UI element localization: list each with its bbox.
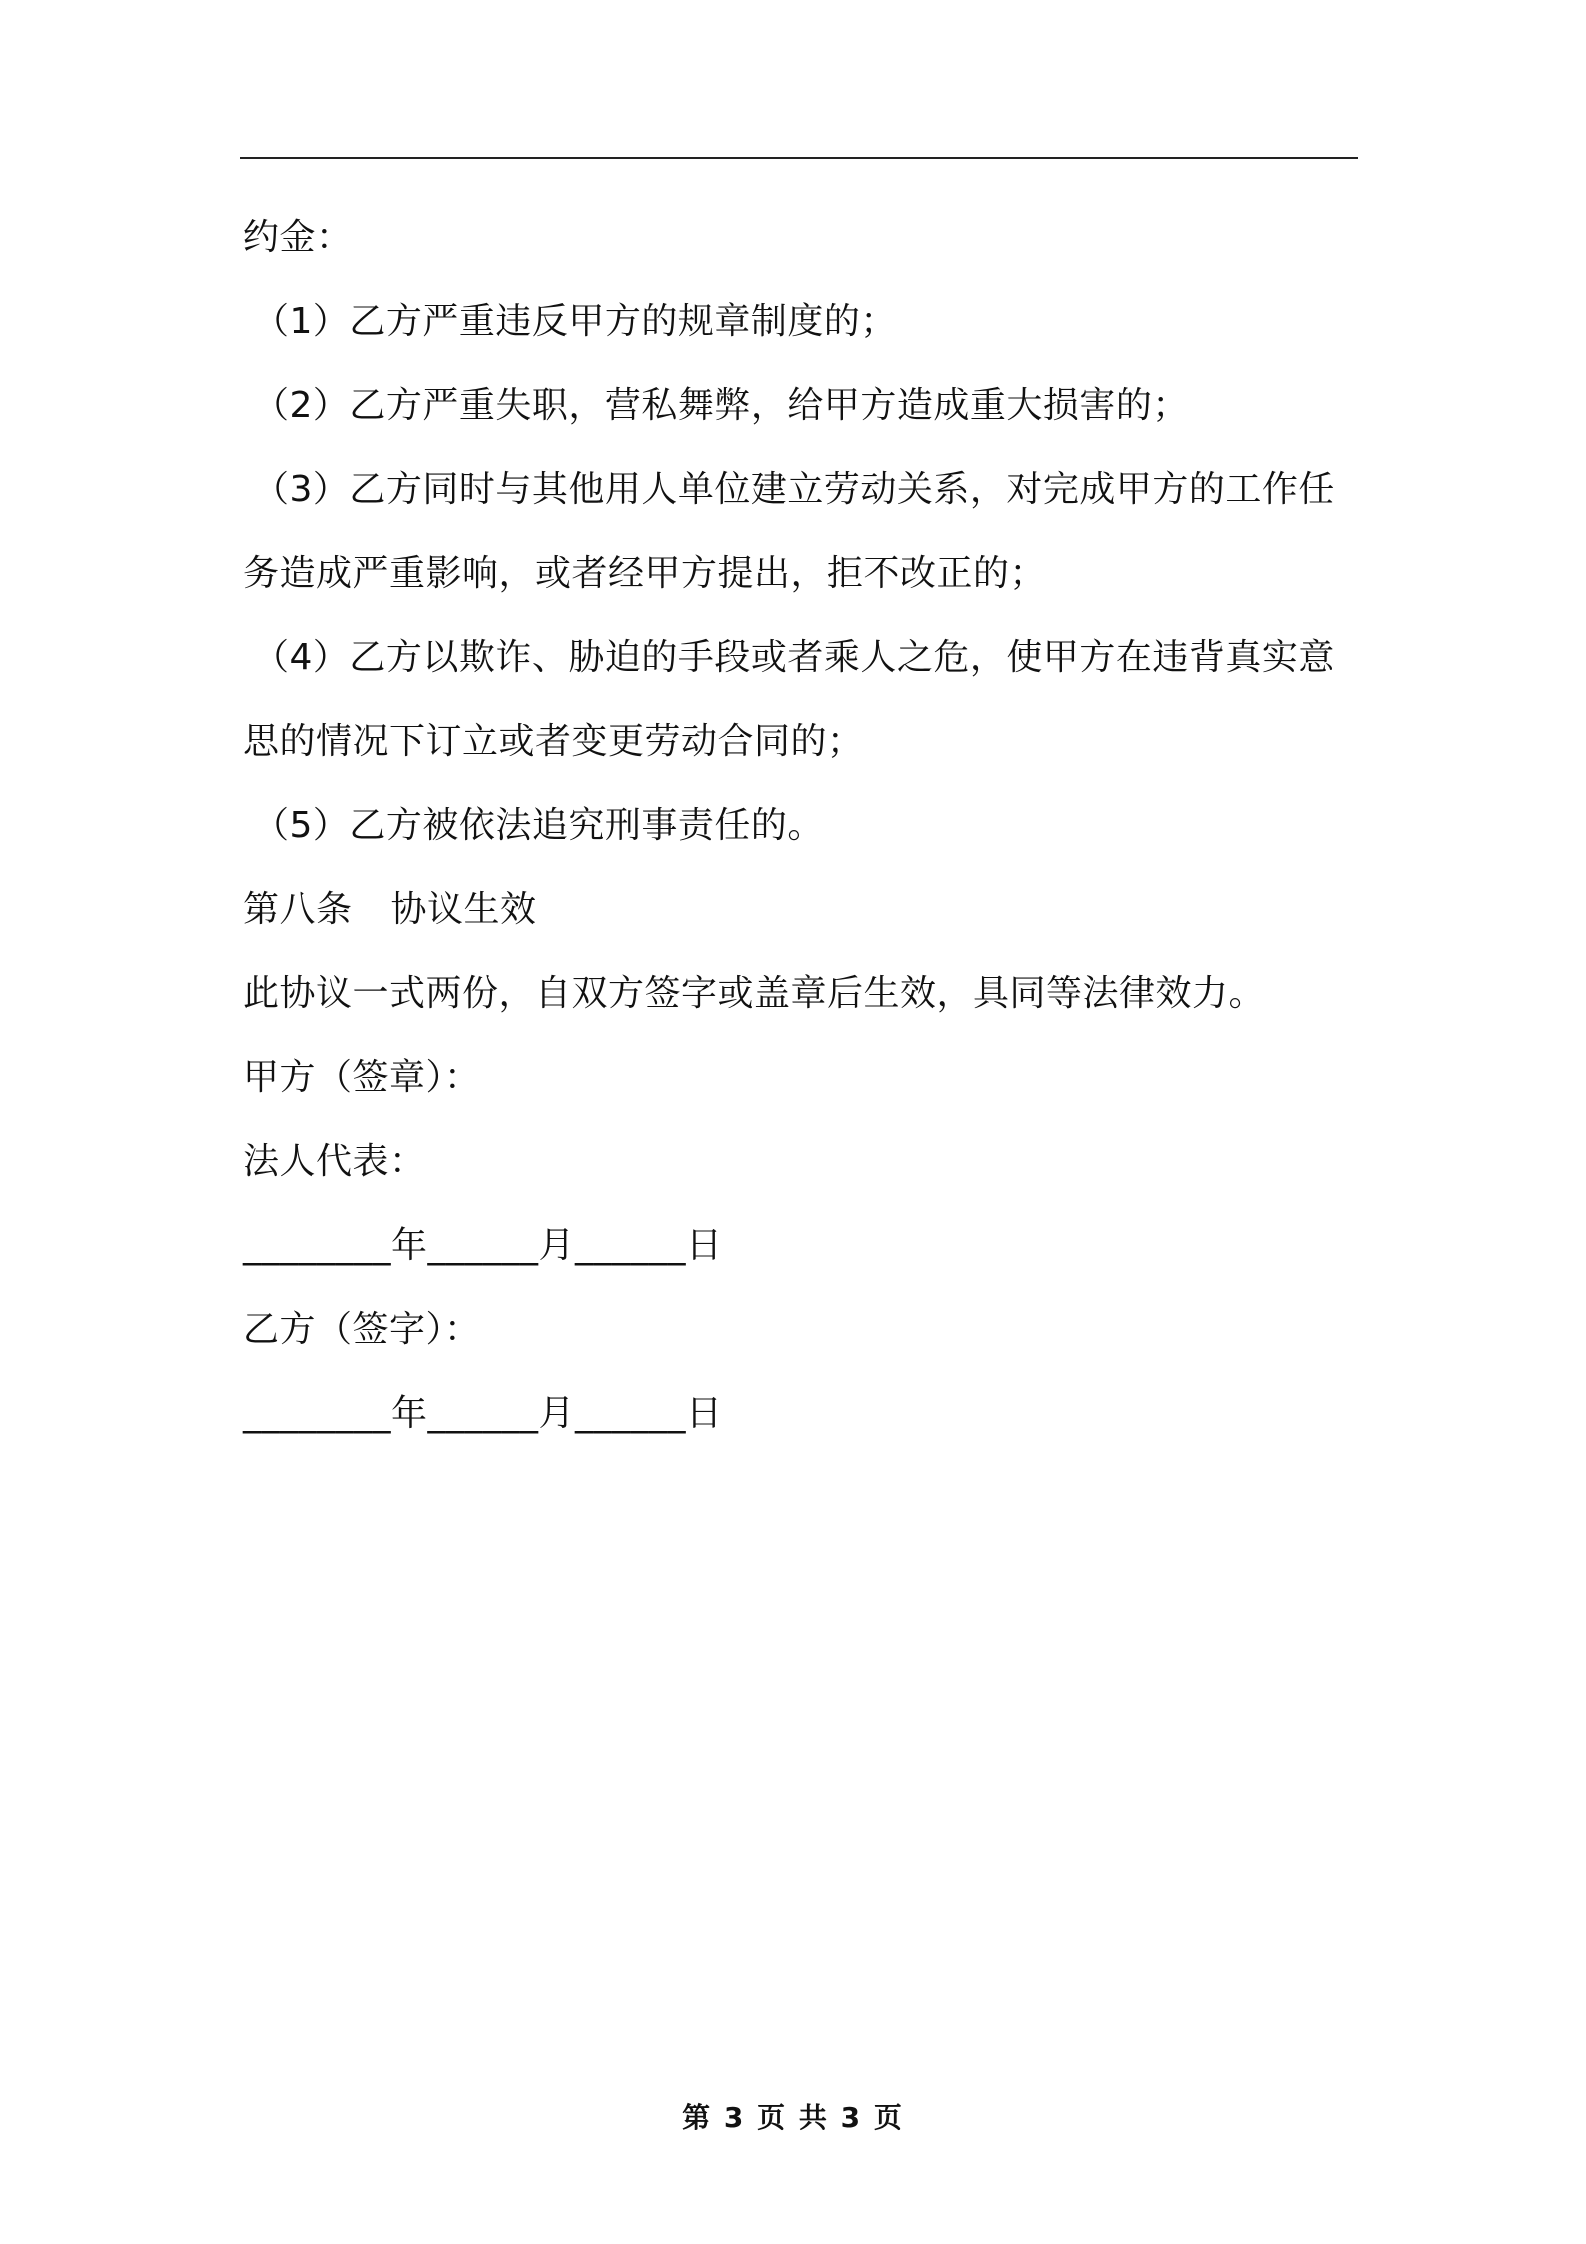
clause-item-5: （5）乙方被依法追究刑事责任的。 [253, 805, 824, 846]
date-line-party-a: ________年______月______日 [243, 1225, 723, 1266]
legal-representative-label: 法人代表： [243, 1141, 426, 1182]
section-heading [243, 868, 1355, 952]
date-line-party-b: ________年______月______日 [243, 1393, 723, 1434]
party-b-signature-label: 乙方（签字）： [243, 1309, 481, 1350]
document-body [243, 196, 1355, 1456]
effect-clause: 此协议一式两份，自双方签字或盖章后生效，具同等法律效力。 [243, 973, 1266, 1014]
clause-item-4: （4）乙方以欺诈、胁迫的手段或者乘人之危，使甲方在违背真实意 [253, 637, 1335, 678]
page-indicator: 第 3 页 共 3 页 [682, 2101, 904, 2134]
clause-item-3-continued: 务造成严重影响，或者经甲方提出，拒不改正的； [243, 553, 1047, 594]
section-title: 协议生效 [390, 889, 537, 930]
party-a-signature-label: 甲方（签章）： [243, 1057, 481, 1098]
clause-item-4-continued: 思的情况下订立或者变更劳动合同的； [243, 721, 864, 762]
text-line-continuation: 约金： [243, 217, 353, 258]
section-number: 第八条 [243, 889, 353, 930]
clause-item-3: （3）乙方同时与其他用人单位建立劳动关系，对完成甲方的工作任 [253, 469, 1335, 510]
clause-item-1: （1）乙方严重违反甲方的规章制度的； [253, 301, 897, 342]
header-rule [240, 157, 1358, 159]
clause-item-2: （2）乙方严重失职，营私舞弊，给甲方造成重大损害的； [253, 385, 1189, 426]
